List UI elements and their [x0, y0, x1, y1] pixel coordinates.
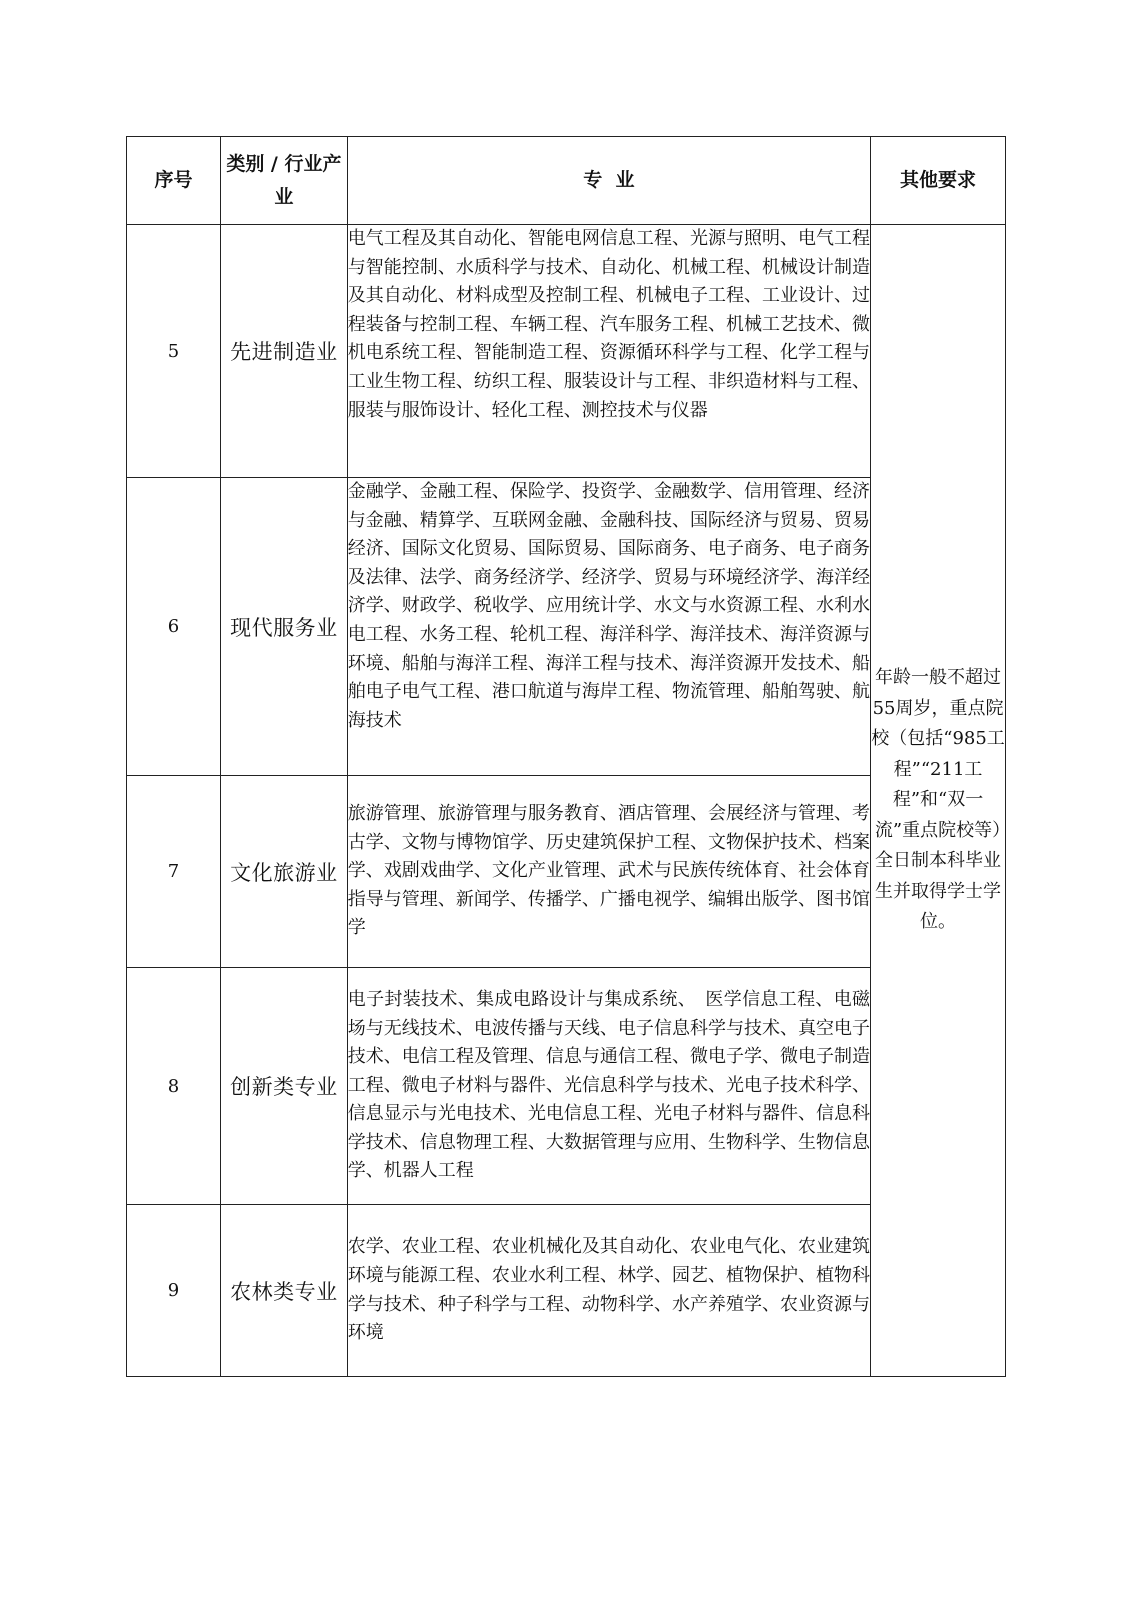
row-majors: 农学、农业工程、农业机械化及其自动化、农业电气化、农业建筑环境与能源工程、农业水利工程、林学、园艺、植物保护、植物科学与技术、种子科学与工程、动物科学、水产养殖学、农业资源与环境	[347, 1205, 870, 1377]
other-requirements: 年龄一般不超过55周岁，重点院校（包括“985工程”“211工程”和“双一流”重点院校等）全日制本科毕业生并取得学士学位。	[871, 225, 1006, 1377]
header-category: 类别 / 行业产业	[221, 137, 348, 225]
header-row	[127, 137, 1006, 225]
header-requirements: 其他要求	[871, 137, 1006, 225]
row-seq: 9	[127, 1205, 221, 1377]
header-seq: 序号	[127, 137, 221, 225]
row-seq: 5	[127, 225, 221, 478]
row-majors: 电子封装技术、集成电路设计与集成系统、 医学信息工程、电磁场与无线技术、电波传播与天线、电子信息科学与技术、真空电子技术、电信工程及管理、信息与通信工程、微电子学、微电子制造工程、微电子材料与器件、光信息科学与技术、光电子技术科学、信息显示与光电技术、光电信息工程、光电子材料与器件、信息科学技术、信息物理工程、大数据管理与应用、生物科学、生物信息学、机器人工程	[347, 968, 870, 1205]
row-seq: 8	[127, 968, 221, 1205]
row-majors: 电气工程及其自动化、智能电网信息工程、光源与照明、电气工程与智能控制、水质科学与技术、自动化、机械工程、机械设计制造及其自动化、材料成型及控制工程、机械电子工程、工业设计、过程装备与控制工程、车辆工程、汽车服务工程、机械工艺技术、微机电系统工程、智能制造工程、资源循环科学与工程、化学工程与工业生物工程、纺织工程、服装设计与工程、非织造材料与工程、服装与服饰设计、轻化工程、测控技术与仪器	[347, 225, 870, 478]
row-majors: 旅游管理、旅游管理与服务教育、酒店管理、会展经济与管理、考古学、文物与博物馆学、历史建筑保护工程、文物保护技术、档案学、戏剧戏曲学、文化产业管理、武术与民族传统体育、社会体育指导与管理、新闻学、传播学、广播电视学、编辑出版学、图书馆学	[347, 776, 870, 968]
row-category: 文化旅游业	[221, 776, 348, 968]
majors-table	[126, 136, 1006, 1377]
row-majors: 金融学、金融工程、保险学、投资学、金融数学、信用管理、经济与金融、精算学、互联网金融、金融科技、国际经济与贸易、贸易经济、国际文化贸易、国际贸易、国际商务、电子商务、电子商务及法律、法学、商务经济学、经济学、贸易与环境经济学、海洋经济学、财政学、税收学、应用统计学、水文与水资源工程、水利水电工程、水务工程、轮机工程、海洋科学、海洋技术、海洋资源与环境、船舶与海洋工程、海洋工程与技术、海洋资源开发技术、船舶电子电气工程、港口航道与海岸工程、物流管理、船舶驾驶、航海技术	[347, 478, 870, 776]
row-category: 现代服务业	[221, 478, 348, 776]
row-seq: 6	[127, 478, 221, 776]
row-category: 农林类专业	[221, 1205, 348, 1377]
header-majors: 专 业	[347, 137, 870, 225]
row-category: 先进制造业	[221, 225, 348, 478]
table-row	[127, 225, 1006, 478]
row-category: 创新类专业	[221, 968, 348, 1205]
row-seq: 7	[127, 776, 221, 968]
